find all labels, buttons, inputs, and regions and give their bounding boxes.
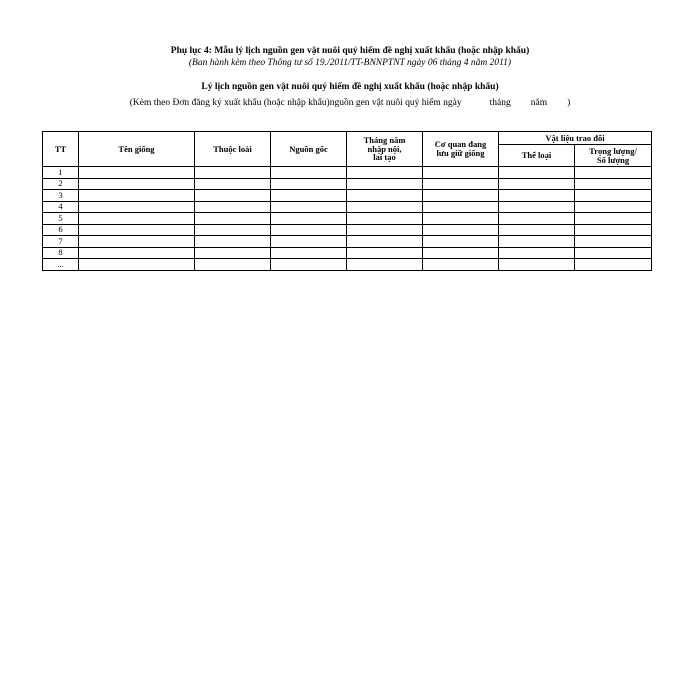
empty-cell	[271, 213, 347, 225]
empty-cell	[79, 259, 195, 271]
appendix-title: Phụ lục 4: Mẫu lý lịch nguồn gen vật nuôi quý hiếm đề nghị xuất khẩu (hoặc nhập khẩu)	[170, 46, 530, 56]
empty-cell	[347, 178, 423, 190]
row-number-cell: 3	[43, 190, 79, 202]
col-header-tt: TT	[43, 132, 79, 167]
col-header-the-loai: Thể loại	[499, 145, 575, 167]
empty-cell	[195, 236, 271, 248]
empty-cell	[347, 201, 423, 213]
empty-cell	[79, 178, 195, 190]
empty-cell	[499, 190, 575, 202]
row-number-cell: 5	[43, 213, 79, 225]
col-header-thuoc-loai: Thuộc loài	[195, 132, 271, 167]
empty-cell	[195, 167, 271, 179]
form-note-part4: )	[567, 98, 571, 108]
empty-cell	[347, 259, 423, 271]
col-header-trong-luong: Trọng lượng/ Số lượng	[575, 145, 652, 167]
empty-cell	[79, 247, 195, 259]
empty-cell	[499, 167, 575, 179]
empty-cell	[271, 224, 347, 236]
row-number-cell: 7	[43, 236, 79, 248]
row-number-cell: 1	[43, 167, 79, 179]
empty-cell	[79, 213, 195, 225]
col-header-ten-giong: Tên giống	[79, 132, 195, 167]
empty-cell	[195, 247, 271, 259]
empty-cell	[423, 190, 499, 202]
empty-cell	[575, 247, 652, 259]
empty-cell	[271, 259, 347, 271]
empty-cell	[79, 190, 195, 202]
col-header-co-quan: Cơ quan đang lưu giữ giống	[423, 132, 499, 167]
empty-cell	[423, 213, 499, 225]
row-number-cell: 6	[43, 224, 79, 236]
table-row	[43, 190, 652, 202]
empty-cell	[423, 236, 499, 248]
form-note-part2: tháng	[489, 98, 511, 108]
empty-cell	[79, 224, 195, 236]
col-header-thang-nam: Tháng năm nhập nội, lai tạo	[347, 132, 423, 167]
table-header-row-1	[43, 132, 652, 145]
empty-cell	[499, 224, 575, 236]
empty-cell	[575, 201, 652, 213]
empty-cell	[499, 213, 575, 225]
empty-cell	[575, 167, 652, 179]
empty-cell	[271, 201, 347, 213]
table-row	[43, 213, 652, 225]
empty-cell	[347, 167, 423, 179]
empty-cell	[575, 213, 652, 225]
empty-cell	[195, 213, 271, 225]
table-row	[43, 178, 652, 190]
empty-cell	[271, 236, 347, 248]
table-row	[43, 201, 652, 213]
empty-cell	[195, 190, 271, 202]
empty-cell	[423, 224, 499, 236]
empty-cell	[271, 178, 347, 190]
empty-cell	[347, 236, 423, 248]
empty-cell	[499, 247, 575, 259]
empty-cell	[499, 201, 575, 213]
empty-cell	[575, 178, 652, 190]
form-note-part3: năm	[530, 98, 548, 108]
empty-cell	[423, 167, 499, 179]
empty-cell	[423, 178, 499, 190]
empty-cell	[347, 213, 423, 225]
empty-cell	[575, 236, 652, 248]
empty-cell	[423, 247, 499, 259]
empty-cell	[79, 236, 195, 248]
table-row	[43, 236, 652, 248]
col-header-vat-lieu: Vật liệu trao đổi	[499, 132, 652, 145]
empty-cell	[499, 259, 575, 271]
empty-cell	[79, 167, 195, 179]
empty-cell	[195, 224, 271, 236]
form-note	[0, 98, 700, 108]
table-row	[43, 247, 652, 259]
empty-cell	[195, 259, 271, 271]
appendix-subtitle: (Ban hành kèm theo Thông tư số 19./2011/TT-BNNPTNT ngày 06 tháng 4 năm 2011)	[188, 58, 512, 68]
empty-cell	[347, 190, 423, 202]
empty-cell	[499, 236, 575, 248]
row-number-cell: 2	[43, 178, 79, 190]
empty-cell	[347, 224, 423, 236]
empty-cell	[347, 247, 423, 259]
empty-cell	[575, 224, 652, 236]
row-number-cell: 8	[43, 247, 79, 259]
empty-cell	[575, 259, 652, 271]
table-body	[43, 167, 652, 271]
table-row	[43, 167, 652, 179]
table-row	[43, 224, 652, 236]
empty-cell	[575, 190, 652, 202]
empty-cell	[271, 190, 347, 202]
empty-cell	[499, 178, 575, 190]
empty-cell	[423, 201, 499, 213]
empty-cell	[423, 259, 499, 271]
table-row	[43, 259, 652, 271]
empty-cell	[271, 167, 347, 179]
empty-cell	[271, 247, 347, 259]
empty-cell	[195, 201, 271, 213]
col-header-nguon-goc: Nguồn gốc	[271, 132, 347, 167]
form-note-part1: (Kèm theo Đơn đăng ký xuất khẩu (hoặc nhập khẩu)nguồn gen vật nuôi quý hiếm ngày	[129, 98, 462, 108]
row-number-cell: ...	[43, 259, 79, 271]
row-number-cell: 4	[43, 201, 79, 213]
form-title: Lý lịch nguồn gen vật nuôi quý hiếm đề nghị xuất khẩu (hoặc nhập khẩu)	[201, 82, 499, 92]
genetic-resource-table	[42, 131, 652, 271]
empty-cell	[195, 178, 271, 190]
empty-cell	[79, 201, 195, 213]
